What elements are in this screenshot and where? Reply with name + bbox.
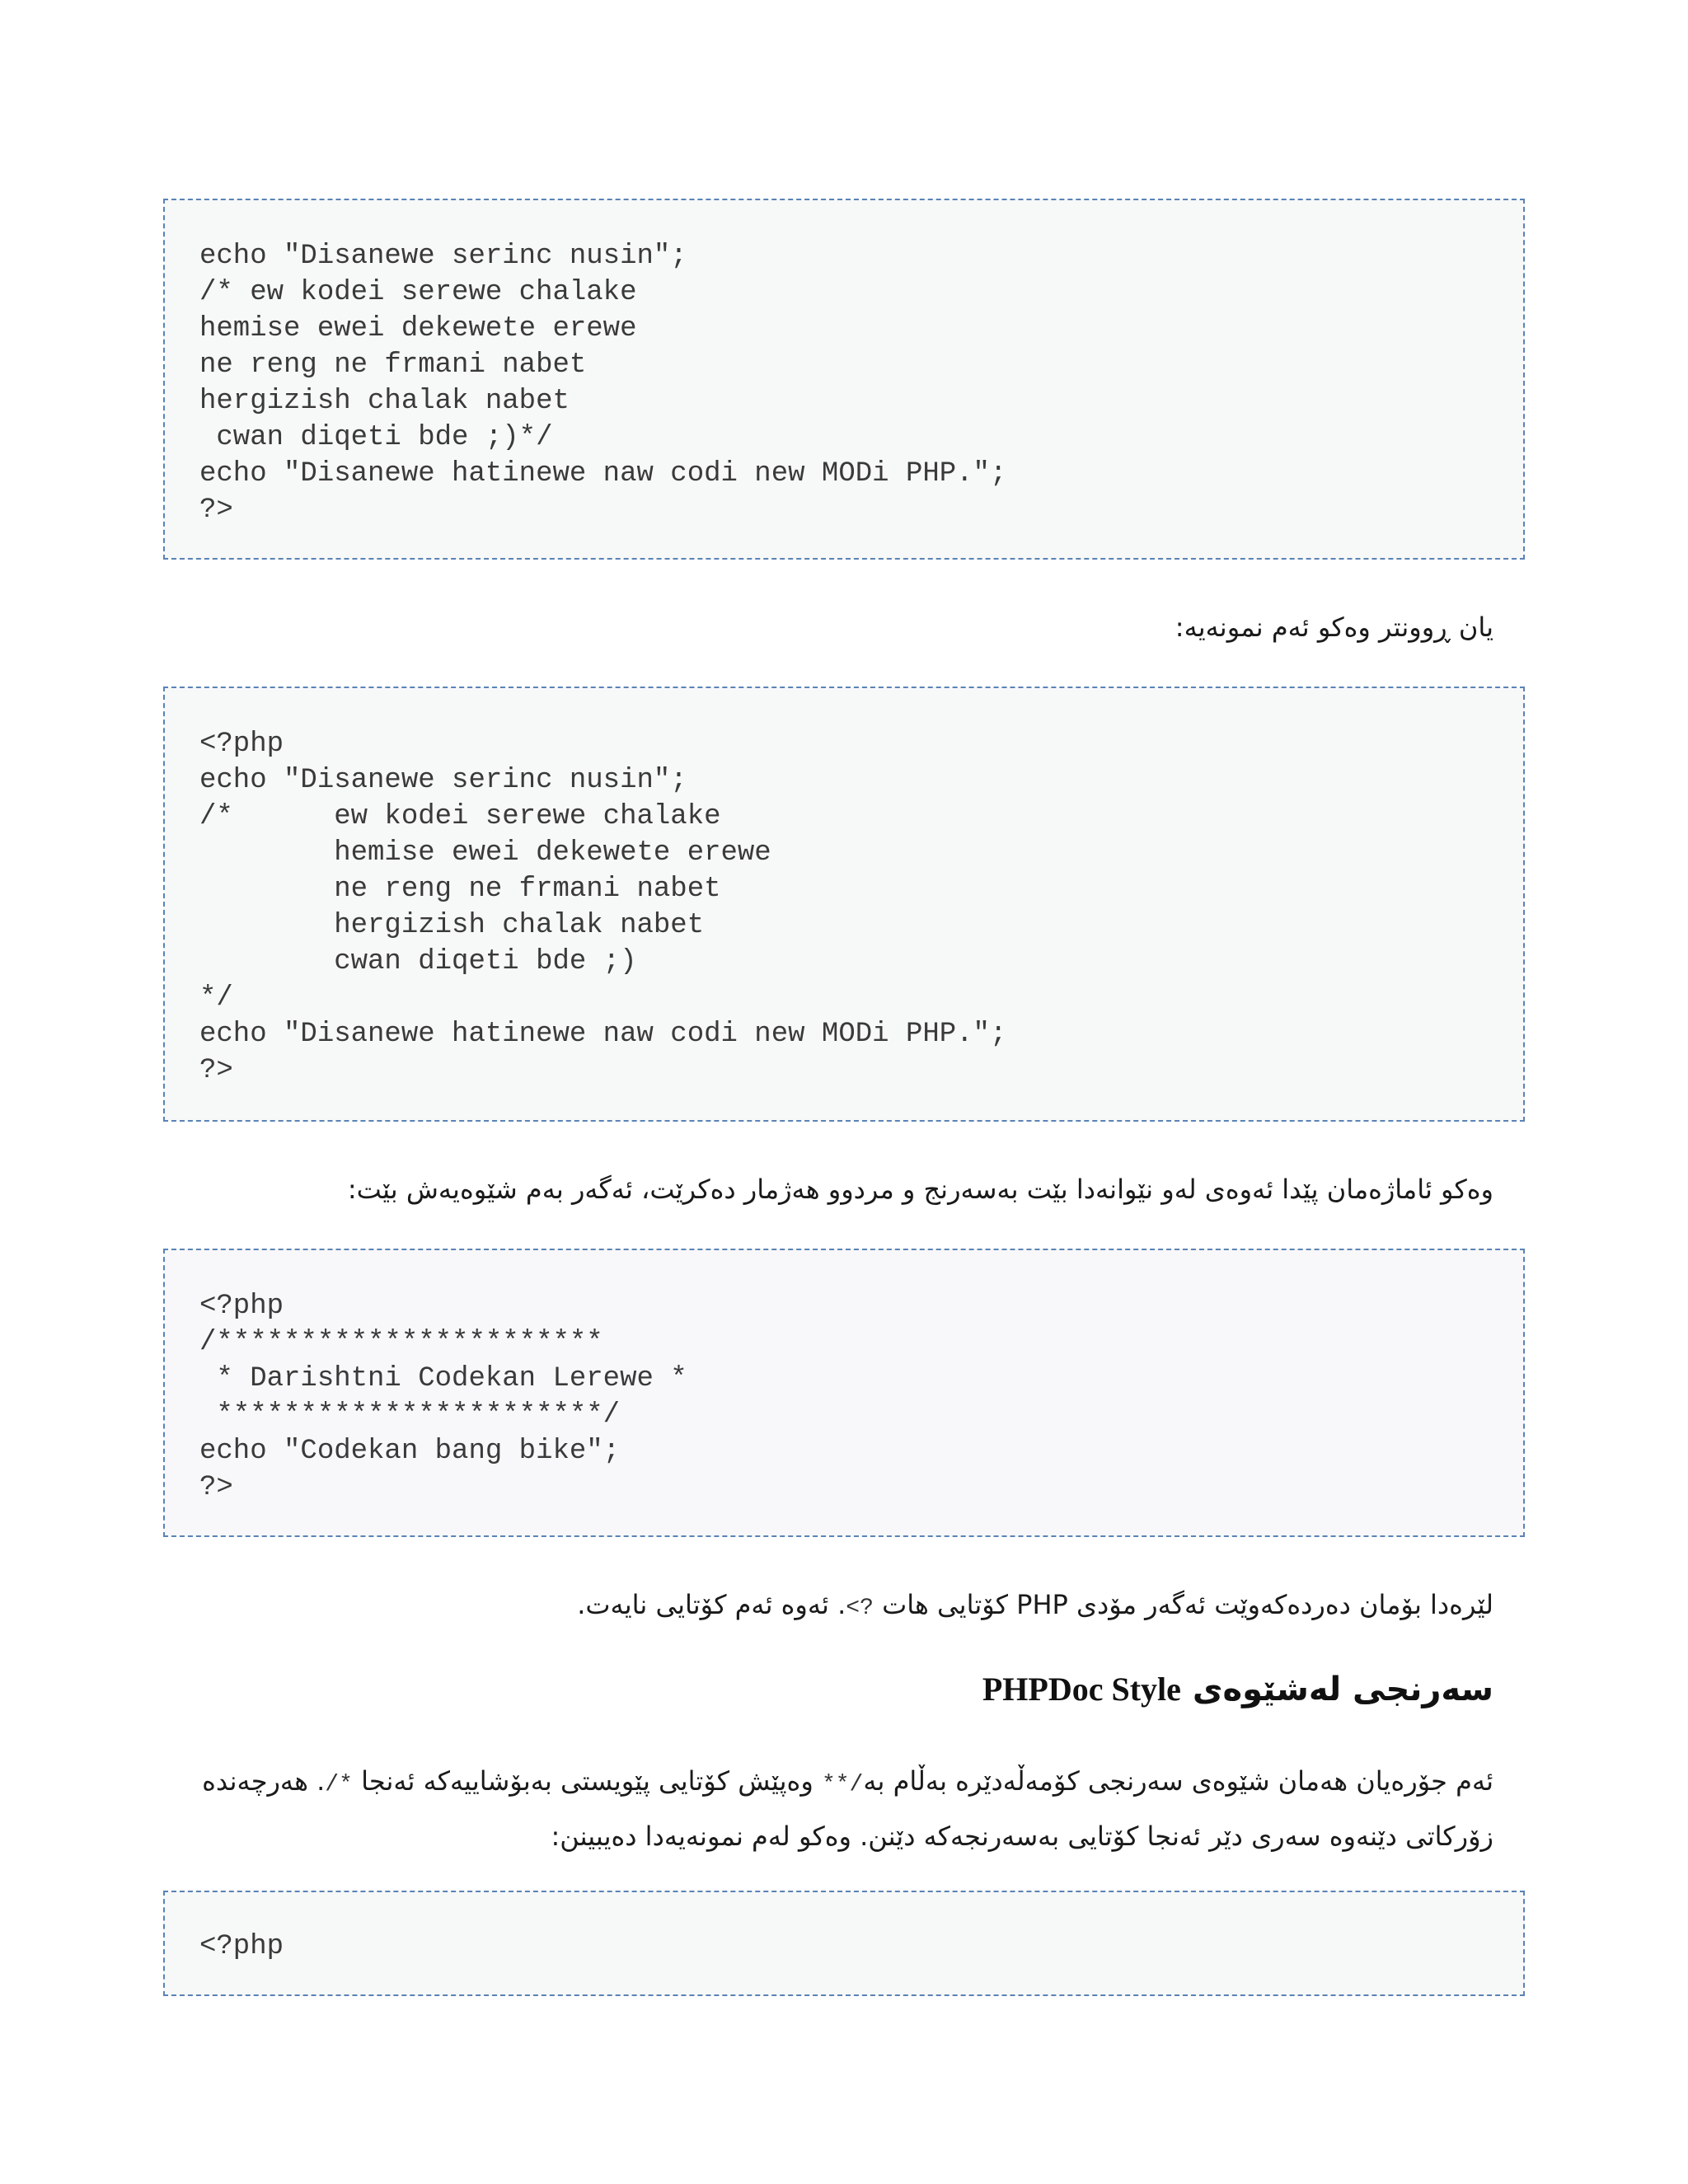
heading-latin-text: PHPDoc Style bbox=[982, 1671, 1181, 1708]
code-block-1 bbox=[163, 199, 1525, 560]
paragraph-comment-note: وەکو ئاماژەمان پێدا ئەوەی لەو نێوانەدا بێت بەسەرنج و مردوو هەژمار دەکرێت، ئەگەر بەم شێوەیەش بێت: bbox=[347, 1174, 1493, 1205]
code-block-2-text: <?php echo "Disanewe serinc nusin"; /* ew kodei serewe chalake hemise ewei dekewete erewe ne reng ne frmani nabet hergizish chalak nabet cwan diqeti bde ;) */ echo "Disanewe hatinewe naw codi new MODi PHP."; ?> bbox=[199, 729, 1007, 1086]
paragraph-php-end-note bbox=[577, 1589, 1493, 1621]
paragraph-phpdoc-description bbox=[158, 1755, 1493, 1862]
section-heading-phpdoc bbox=[982, 1670, 1493, 1708]
para-line1-part-c: . هەرچەندە bbox=[202, 1765, 326, 1797]
paragraph-line-1 bbox=[158, 1755, 1493, 1811]
text3-after: . ئەوە ئەم کۆتایی نایەت. bbox=[577, 1589, 846, 1620]
inline-code-php-close: ?> bbox=[846, 1596, 874, 1621]
code-block-4 bbox=[163, 1891, 1525, 1996]
code-block-2 bbox=[163, 687, 1525, 1122]
inline-code-doc-close: */ bbox=[325, 1772, 353, 1797]
para-line1-part-a: ئەم جۆرەیان هەمان شێوەی سەرنجی کۆمەڵەدێرە بەڵام بە bbox=[863, 1765, 1493, 1797]
code-block-1-text: echo "Disanewe serinc nusin"; /* ew kodei serewe chalake hemise ewei dekewete erewe ne reng ne frmani nabet hergizish chalak nabet cwan diqeti bde ;)*/ echo "Disanewe hatinewe naw codi new MODi PHP."; ?> bbox=[199, 241, 1007, 526]
text3-before: لێرەدا بۆمان دەردەکەوێت ئەگەر مۆدی PHP کۆتایی هات bbox=[873, 1589, 1493, 1620]
inline-code-doc-open: /** bbox=[821, 1772, 864, 1797]
code-block-3-text: <?php /*********************** * Darishtni Codekan Lerewe * ***********************/ echo "Codekan bang bike"; ?> bbox=[199, 1291, 687, 1503]
code-block-3 bbox=[163, 1249, 1525, 1537]
paragraph-example-clearer: یان ڕوونتر وەکو ئەم نمونەیە: bbox=[1175, 612, 1493, 643]
para-line1-part-b: وەپێش کۆتایی پێویستی بەبۆشاییەکە ئەنجا bbox=[352, 1765, 822, 1797]
heading-arabic-text: سەرنجی لەشێوەی bbox=[1180, 1671, 1493, 1708]
paragraph-line-2: زۆرکاتی دێنەوە سەری دێر ئەنجا کۆتایی بەسەرنجەکە دێنن. وەکو لەم نمونەیەدا دەیبینن: bbox=[551, 1821, 1493, 1852]
code-block-4-text: <?php bbox=[199, 1931, 284, 1962]
